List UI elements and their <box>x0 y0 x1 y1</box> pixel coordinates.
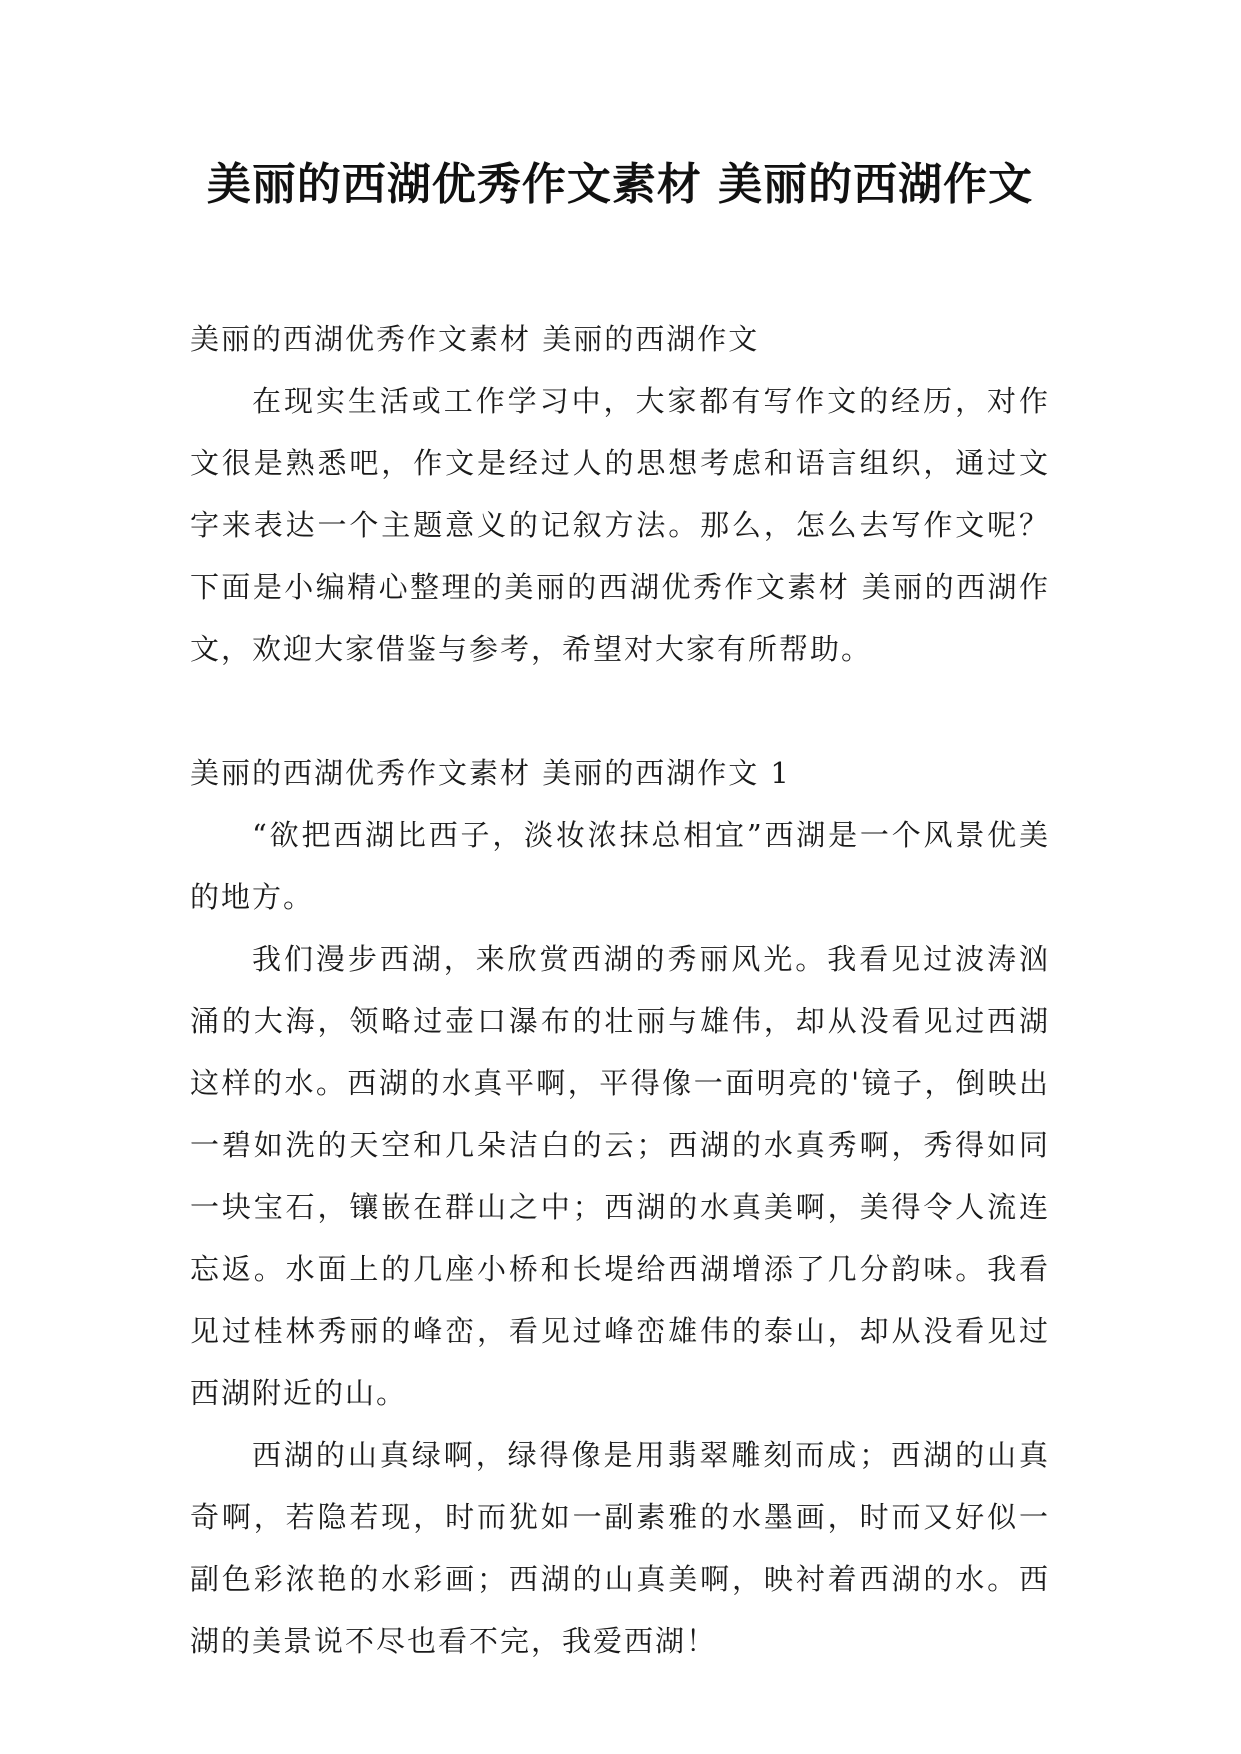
essay-paragraph-1: “欲把西湖比西子，淡妆浓抹总相宜”西湖是一个风景优美的地方。 <box>190 818 1050 914</box>
essay-paragraph-3: 西湖的山真绿啊，绿得像是用翡翠雕刻而成；西湖的山真奇啊，若隐若现，时而犹如一副素雅的水墨画，时而又好似一副色彩浓艳的水彩画；西湖的山真美啊，映衬着西湖的水。西湖的美景说不尽也看不完，我爱西湖！ <box>190 1438 1050 1658</box>
intro-paragraph: 在现实生活或工作学习中，大家都有写作文的经历，对作文很是熟悉吧，作文是经过人的思想考虑和语言组织，通过文字来表达一个主题意义的记叙方法。那么，怎么去写作文呢？下面是小编精心整理的美丽的西湖优秀作文素材 美丽的西湖作文，欢迎大家借鉴与参考，希望对大家有所帮助。 <box>190 384 1050 666</box>
document-page <box>190 150 1050 1672</box>
intro-heading: 美丽的西湖优秀作文素材 美丽的西湖作文 <box>190 322 760 356</box>
essay-paragraph-2: 我们漫步西湖，来欣赏西湖的秀丽风光。我看见过波涛汹涌的大海，领略过壶口瀑布的壮丽与雄伟，却从没看见过西湖这样的水。西湖的水真平啊，平得像一面明亮的'镜子，倒映出一碧如洗的天空和几朵洁白的云；西湖的水真秀啊，秀得如同一块宝石，镶嵌在群山之中；西湖的水真美啊，美得令人流连忘返。水面上的几座小桥和长堤给西湖增添了几分韵味。我看见过桂林秀丽的峰峦，看见过峰峦雄伟的泰山，却从没看见过西湖附近的山。 <box>190 942 1050 1410</box>
essay-heading: 美丽的西湖优秀作文素材 美丽的西湖作文 1 <box>190 756 791 790</box>
document-title: 美丽的西湖优秀作文素材 美丽的西湖作文 <box>206 159 1034 210</box>
